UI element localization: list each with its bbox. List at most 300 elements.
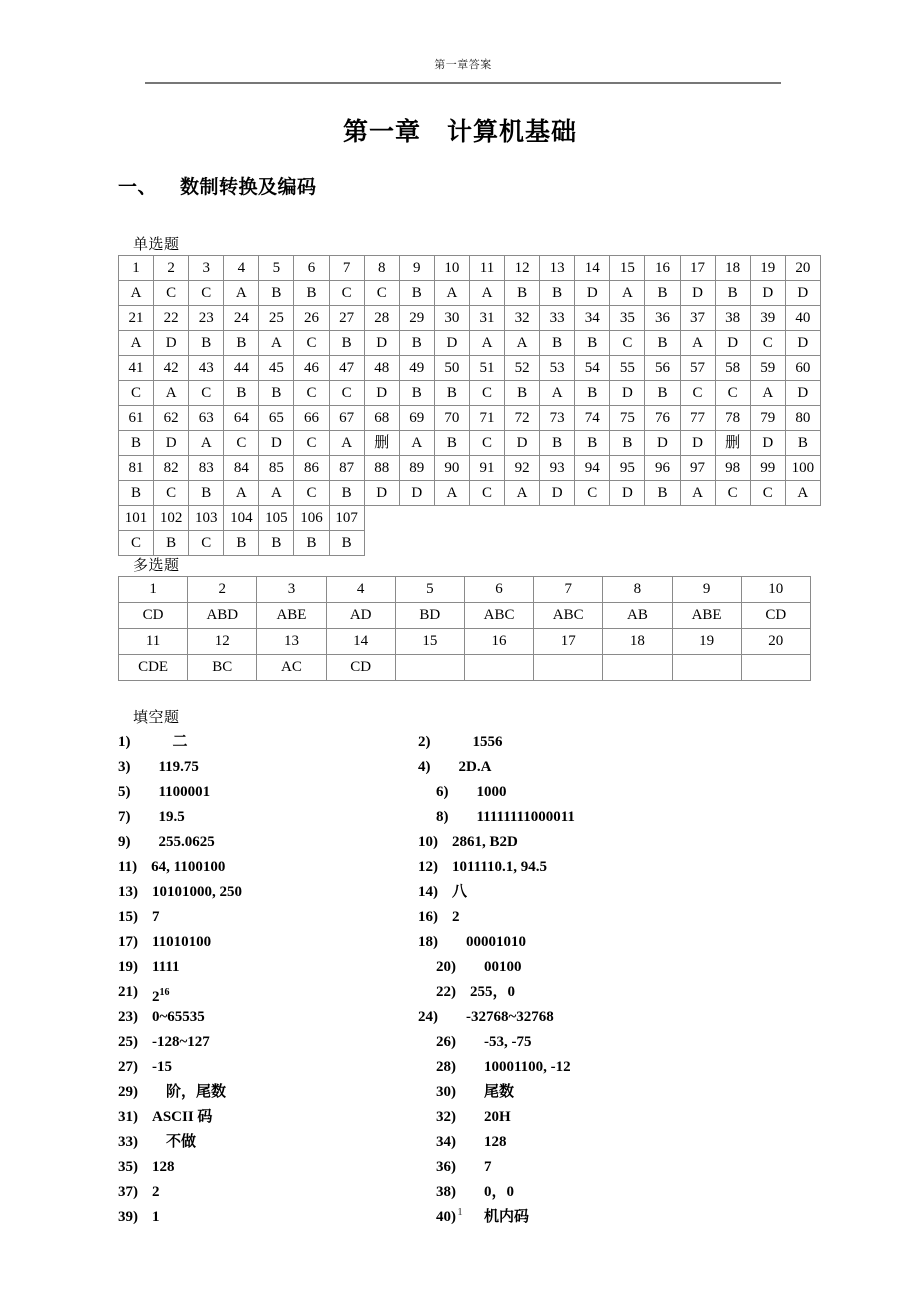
fill-in-blank-answer: 2D.A — [458, 759, 492, 775]
fill-in-blank-answer: $2^{16}$ — [152, 987, 170, 1005]
fill-in-blank-row — [118, 1005, 818, 1030]
fill-in-blank-label: 填空题 — [133, 710, 180, 726]
table-cell: 75 — [610, 406, 645, 431]
fill-in-blank-row — [118, 1105, 818, 1130]
table-cell: 105 — [259, 506, 294, 531]
table-cell: B — [540, 431, 575, 456]
table-cell: 12 — [505, 256, 540, 281]
table-cell: 2 — [188, 577, 257, 603]
table-cell: C — [329, 381, 364, 406]
table-cell: 17 — [534, 629, 603, 655]
table-cell: 100 — [785, 456, 820, 481]
fill-in-blank-row — [118, 755, 818, 780]
exponent: 16 — [159, 987, 170, 998]
fill-in-blank-number: 6) — [436, 784, 449, 800]
table-cell: C — [189, 531, 224, 556]
table-cell: 25 — [259, 306, 294, 331]
table-cell: 72 — [505, 406, 540, 431]
table-cell — [534, 655, 603, 681]
spacer — [138, 1130, 166, 1155]
table-cell: A — [119, 281, 154, 306]
fill-in-blank-answer: 00100 — [484, 959, 522, 975]
spacer — [438, 830, 452, 855]
fill-in-blank-number: 40) — [436, 1209, 456, 1225]
spacer — [431, 730, 473, 755]
single-choice-table-continued — [118, 505, 365, 556]
table-cell: 5 — [395, 577, 464, 603]
table-cell: B — [189, 481, 224, 506]
fill-in-blank-item — [418, 1105, 778, 1130]
fill-in-blank-row — [118, 1180, 818, 1205]
table-cell: A — [540, 381, 575, 406]
table-cell: ABC — [534, 603, 603, 629]
fill-in-blank-item — [118, 1030, 418, 1055]
fill-in-blank-item — [418, 880, 778, 905]
table-cell: 80 — [785, 406, 820, 431]
table-cell: C — [715, 381, 750, 406]
single-choice-label: 单选题 — [133, 237, 180, 253]
running-header: 第一章答案 — [434, 59, 492, 71]
table-cell: 22 — [154, 306, 189, 331]
fill-in-blank-number: 5) — [118, 784, 131, 800]
fill-in-blank-item — [118, 1130, 418, 1155]
table-cell: 69 — [399, 406, 434, 431]
fill-in-blank-number: 10) — [418, 834, 438, 850]
table-cell: 13 — [257, 629, 326, 655]
table-cell: B — [575, 331, 610, 356]
fill-in-blank-number: 14) — [418, 884, 438, 900]
spacer — [456, 1055, 484, 1080]
fill-in-blank-answer: 255.0625 — [158, 834, 215, 850]
fill-in-blank-number: 7) — [118, 809, 131, 825]
fill-in-blank-row — [118, 830, 818, 855]
fill-in-blank-answer: 1100001 — [158, 784, 211, 800]
table-cell: 19 — [750, 256, 785, 281]
fill-in-blank-number: 12) — [418, 859, 438, 875]
table-cell: 21 — [119, 306, 154, 331]
table-cell: 51 — [469, 356, 504, 381]
fill-in-blank-answer: -128~127 — [152, 1034, 210, 1050]
table-cell: B — [785, 431, 820, 456]
table-cell: A — [154, 381, 189, 406]
fill-in-blank-row — [118, 880, 818, 905]
spacer — [456, 1155, 484, 1180]
table-cell: 45 — [259, 356, 294, 381]
table-cell: 8 — [364, 256, 399, 281]
table-row — [119, 356, 821, 381]
table-cell: D — [645, 431, 680, 456]
table-cell: 43 — [189, 356, 224, 381]
fill-in-blank-answer: 1000 — [476, 784, 507, 800]
table-cell: 99 — [750, 456, 785, 481]
single-choice-tail-body — [119, 506, 365, 556]
fill-in-blank-answer: 20H — [484, 1109, 511, 1125]
table-cell: D — [364, 381, 399, 406]
spacer — [138, 955, 152, 980]
table-cell: C — [294, 481, 329, 506]
table-cell: 107 — [329, 506, 364, 531]
table-cell: C — [469, 481, 504, 506]
fill-in-blank-number: 30) — [436, 1084, 456, 1100]
fill-in-blank-answer: -15 — [152, 1059, 172, 1075]
fill-in-blank-item — [418, 855, 778, 880]
table-cell: B — [540, 331, 575, 356]
spacer — [138, 930, 152, 955]
fill-in-blank-row — [118, 805, 818, 830]
fill-in-blank-item — [118, 855, 418, 880]
table-cell: 20 — [785, 256, 820, 281]
table-cell: D — [364, 481, 399, 506]
section-heading — [118, 172, 317, 199]
table-cell: 62 — [154, 406, 189, 431]
fill-in-blank-answer: 255，0 — [470, 984, 516, 1000]
table-cell: B — [540, 281, 575, 306]
table-cell: B — [224, 531, 259, 556]
table-cell: 82 — [154, 456, 189, 481]
table-cell: B — [645, 281, 680, 306]
multiple-choice-label: 多选题 — [133, 558, 180, 574]
table-cell: 32 — [505, 306, 540, 331]
table-cell: 17 — [680, 256, 715, 281]
fill-in-blank-item — [418, 830, 778, 855]
table-cell: B — [259, 531, 294, 556]
table-cell: C — [154, 481, 189, 506]
spacer — [456, 955, 484, 980]
spacer — [138, 980, 152, 1005]
spacer — [131, 830, 159, 855]
fill-in-blank-row — [118, 1055, 818, 1080]
table-cell: D — [154, 331, 189, 356]
table-cell: 70 — [434, 406, 469, 431]
table-cell: 61 — [119, 406, 154, 431]
table-cell: 106 — [294, 506, 329, 531]
fill-in-blank-number: 39) — [118, 1209, 138, 1225]
fill-in-blank-number: 33) — [118, 1134, 138, 1150]
table-cell: 47 — [329, 356, 364, 381]
table-cell: 14 — [575, 256, 610, 281]
table-cell: D — [785, 331, 820, 356]
table-row — [119, 281, 821, 306]
fill-in-blank-answer: 19.5 — [158, 809, 185, 825]
fill-in-blank-answer: 119.75 — [158, 759, 199, 775]
table-cell — [395, 655, 464, 681]
table-cell: A — [189, 431, 224, 456]
table-cell: C — [189, 381, 224, 406]
table-cell: D — [680, 281, 715, 306]
table-cell: A — [434, 481, 469, 506]
fill-in-blank-answer: 1 — [152, 1209, 160, 1225]
fill-in-blank-number: 29) — [118, 1084, 138, 1100]
fill-in-blank-answer: 64, 1100100 — [151, 859, 226, 875]
table-cell: B — [119, 481, 154, 506]
table-cell: 52 — [505, 356, 540, 381]
table-cell: A — [680, 481, 715, 506]
table-cell: D — [540, 481, 575, 506]
table-cell: 36 — [645, 306, 680, 331]
table-cell: B — [610, 431, 645, 456]
header-divider — [145, 82, 781, 84]
fill-in-blank-row — [118, 905, 818, 930]
fill-in-blank-number: 3) — [118, 759, 131, 775]
table-cell: D — [750, 281, 785, 306]
fill-in-blank-number: 19) — [118, 959, 138, 975]
table-cell: C — [469, 431, 504, 456]
table-cell: B — [575, 381, 610, 406]
table-cell: B — [505, 281, 540, 306]
fill-in-blank-row — [118, 980, 818, 1005]
table-cell: ABD — [188, 603, 257, 629]
fill-in-blank-number: 22) — [436, 984, 456, 1000]
spacer — [131, 780, 159, 805]
table-cell: D — [610, 481, 645, 506]
table-cell: B — [645, 381, 680, 406]
table-cell: 11 — [469, 256, 504, 281]
table-cell: C — [119, 531, 154, 556]
table-cell: 86 — [294, 456, 329, 481]
table-cell: 16 — [645, 256, 680, 281]
table-cell: B — [154, 531, 189, 556]
table-cell: 23 — [189, 306, 224, 331]
table-cell: 18 — [715, 256, 750, 281]
table-cell: 29 — [399, 306, 434, 331]
table-cell: 28 — [364, 306, 399, 331]
fill-in-blank-number: 21) — [118, 984, 138, 1000]
table-cell: 48 — [364, 356, 399, 381]
table-cell: B — [329, 531, 364, 556]
spacer — [138, 1005, 152, 1030]
fill-in-blank-row — [118, 1155, 818, 1180]
table-row — [119, 431, 821, 456]
table-cell: 91 — [469, 456, 504, 481]
table-cell: 3 — [257, 577, 326, 603]
spacer — [449, 780, 477, 805]
fill-in-blank-item — [418, 755, 778, 780]
fill-in-blank-item — [418, 930, 778, 955]
fill-in-blank-number: 9) — [118, 834, 131, 850]
table-cell: A — [119, 331, 154, 356]
table-cell: 79 — [750, 406, 785, 431]
fill-in-blank-answer: 11111111000011 — [476, 809, 575, 825]
table-cell: C — [294, 431, 329, 456]
table-cell: C — [119, 381, 154, 406]
table-cell: D — [785, 381, 820, 406]
table-cell: CD — [741, 603, 810, 629]
fill-in-blank-answer: 八 — [452, 884, 468, 900]
table-cell: 1 — [119, 577, 188, 603]
fill-in-blank-item — [118, 1005, 418, 1030]
table-cell: 104 — [224, 506, 259, 531]
fill-in-blank-answer: 2 — [152, 1184, 160, 1200]
table-cell: 27 — [329, 306, 364, 331]
table-row — [119, 506, 365, 531]
fill-in-blank-number: 13) — [118, 884, 138, 900]
table-cell: 92 — [505, 456, 540, 481]
fill-in-blank-answer: 10101000, 250 — [152, 884, 242, 900]
fill-in-blank-answer: 阶，尾数 — [166, 1084, 227, 1100]
table-cell: 88 — [364, 456, 399, 481]
table-cell: C — [575, 481, 610, 506]
table-cell: 102 — [154, 506, 189, 531]
page-title: 第一章 计算机基础 — [342, 119, 577, 146]
table-cell: 76 — [645, 406, 680, 431]
table-cell: D — [154, 431, 189, 456]
fill-in-blank-item — [118, 755, 418, 780]
fill-in-blank-row — [118, 730, 818, 755]
table-cell: 57 — [680, 356, 715, 381]
page-number: 1 — [457, 1206, 463, 1218]
table-cell: 44 — [224, 356, 259, 381]
fill-in-blank-answer: 11010100 — [152, 934, 212, 950]
table-cell: B — [119, 431, 154, 456]
spacer — [438, 1005, 466, 1030]
fill-in-blank-item — [118, 930, 418, 955]
table-row — [119, 531, 365, 556]
table-cell: C — [469, 381, 504, 406]
table-cell: C — [680, 381, 715, 406]
fill-in-blank-answer: 7 — [152, 909, 160, 925]
table-cell: 84 — [224, 456, 259, 481]
table-cell: D — [505, 431, 540, 456]
table-cell: 56 — [645, 356, 680, 381]
table-cell: 31 — [469, 306, 504, 331]
fill-in-blank-item — [418, 1005, 778, 1030]
spacer — [138, 880, 152, 905]
table-cell: C — [364, 281, 399, 306]
table-cell: D — [715, 331, 750, 356]
spacer — [131, 730, 173, 755]
table-row — [119, 629, 811, 655]
fill-in-blank-answer: 128 — [152, 1159, 175, 1175]
table-cell: A — [750, 381, 785, 406]
fill-in-blank-answer: 128 — [484, 1134, 507, 1150]
table-cell: 98 — [715, 456, 750, 481]
table-cell: B — [715, 281, 750, 306]
table-row — [119, 406, 821, 431]
table-cell: 4 — [224, 256, 259, 281]
spacer — [438, 930, 466, 955]
table-cell: B — [399, 331, 434, 356]
spacer — [456, 1030, 484, 1055]
table-cell: AC — [257, 655, 326, 681]
table-cell: A — [469, 331, 504, 356]
table-cell: 41 — [119, 356, 154, 381]
fill-in-blank-answer: 尾数 — [484, 1084, 515, 1100]
fill-in-blank-item — [118, 1180, 418, 1205]
table-row — [119, 331, 821, 356]
fill-in-blank-answer: 2 — [452, 909, 460, 925]
single-choice-table — [118, 255, 821, 506]
table-cell: 77 — [680, 406, 715, 431]
table-cell: 5 — [259, 256, 294, 281]
fill-in-blank-answer: 0，0 — [484, 1184, 515, 1200]
table-cell: 71 — [469, 406, 504, 431]
fill-in-blank-number: 11) — [118, 859, 138, 875]
fill-in-blank-answer: 0~65535 — [152, 1009, 205, 1025]
fill-in-blank-number: 37) — [118, 1184, 138, 1200]
table-cell: A — [224, 481, 259, 506]
spacer — [138, 1180, 152, 1205]
fill-in-blank-number: 15) — [118, 909, 138, 925]
table-cell: 42 — [154, 356, 189, 381]
fill-in-blank-answer: 不做 — [166, 1134, 197, 1150]
table-cell: 18 — [603, 629, 672, 655]
table-cell: B — [645, 481, 680, 506]
table-cell: 50 — [434, 356, 469, 381]
table-cell: D — [399, 481, 434, 506]
table-row — [119, 256, 821, 281]
fill-in-blank-number: 8) — [436, 809, 449, 825]
fill-in-blank-item — [418, 1180, 778, 1205]
table-cell: C — [154, 281, 189, 306]
spacer — [438, 880, 452, 905]
fill-in-blank-item — [118, 880, 418, 905]
table-cell: A — [259, 331, 294, 356]
fill-in-blank-answer: 1556 — [472, 734, 503, 750]
table-cell: A — [434, 281, 469, 306]
table-cell: 39 — [750, 306, 785, 331]
table-cell: 16 — [464, 629, 533, 655]
table-cell: 38 — [715, 306, 750, 331]
table-cell: B — [224, 331, 259, 356]
spacer — [138, 1155, 152, 1180]
fill-in-blank-list — [118, 730, 818, 1230]
table-cell: 删 — [364, 431, 399, 456]
table-cell: 10 — [741, 577, 810, 603]
fill-in-blank-answer: -32768~32768 — [466, 1009, 554, 1025]
fill-in-blank-answer: 7 — [484, 1159, 492, 1175]
table-cell: CD — [119, 603, 188, 629]
table-cell: 3 — [189, 256, 224, 281]
table-cell: 9 — [399, 256, 434, 281]
table-cell: 12 — [188, 629, 257, 655]
table-cell: C — [750, 331, 785, 356]
fill-in-blank-number: 28) — [436, 1059, 456, 1075]
table-cell: 7 — [329, 256, 364, 281]
spacer — [137, 855, 151, 880]
fill-in-blank-item — [118, 955, 418, 980]
multiple-choice-table — [118, 576, 811, 681]
table-cell: 83 — [189, 456, 224, 481]
fill-in-blank-item — [418, 1055, 778, 1080]
table-cell: 34 — [575, 306, 610, 331]
fill-in-blank-answer: 1111 — [152, 959, 180, 975]
fill-in-blank-answer: 10001100, -12 — [484, 1059, 571, 1075]
fill-in-blank-number: 1) — [118, 734, 131, 750]
table-cell: D — [434, 331, 469, 356]
table-cell: AB — [603, 603, 672, 629]
table-cell: 4 — [326, 577, 395, 603]
table-cell: A — [505, 331, 540, 356]
spacer — [131, 805, 159, 830]
table-cell: D — [575, 281, 610, 306]
section-label: 数制转换及编码 — [180, 177, 317, 198]
spacer — [131, 755, 159, 780]
fill-in-blank-item — [418, 805, 778, 830]
fill-in-blank-item — [418, 1155, 778, 1180]
spacer — [438, 905, 452, 930]
fill-in-blank-row — [118, 1080, 818, 1105]
fill-in-blank-answer: 二 — [172, 734, 188, 750]
table-cell: 15 — [610, 256, 645, 281]
table-cell: A — [329, 431, 364, 456]
table-cell: 103 — [189, 506, 224, 531]
table-cell: B — [399, 381, 434, 406]
table-cell: A — [785, 481, 820, 506]
table-cell: 96 — [645, 456, 680, 481]
table-cell: ABE — [257, 603, 326, 629]
table-cell: D — [610, 381, 645, 406]
fill-in-blank-item — [118, 1105, 418, 1130]
